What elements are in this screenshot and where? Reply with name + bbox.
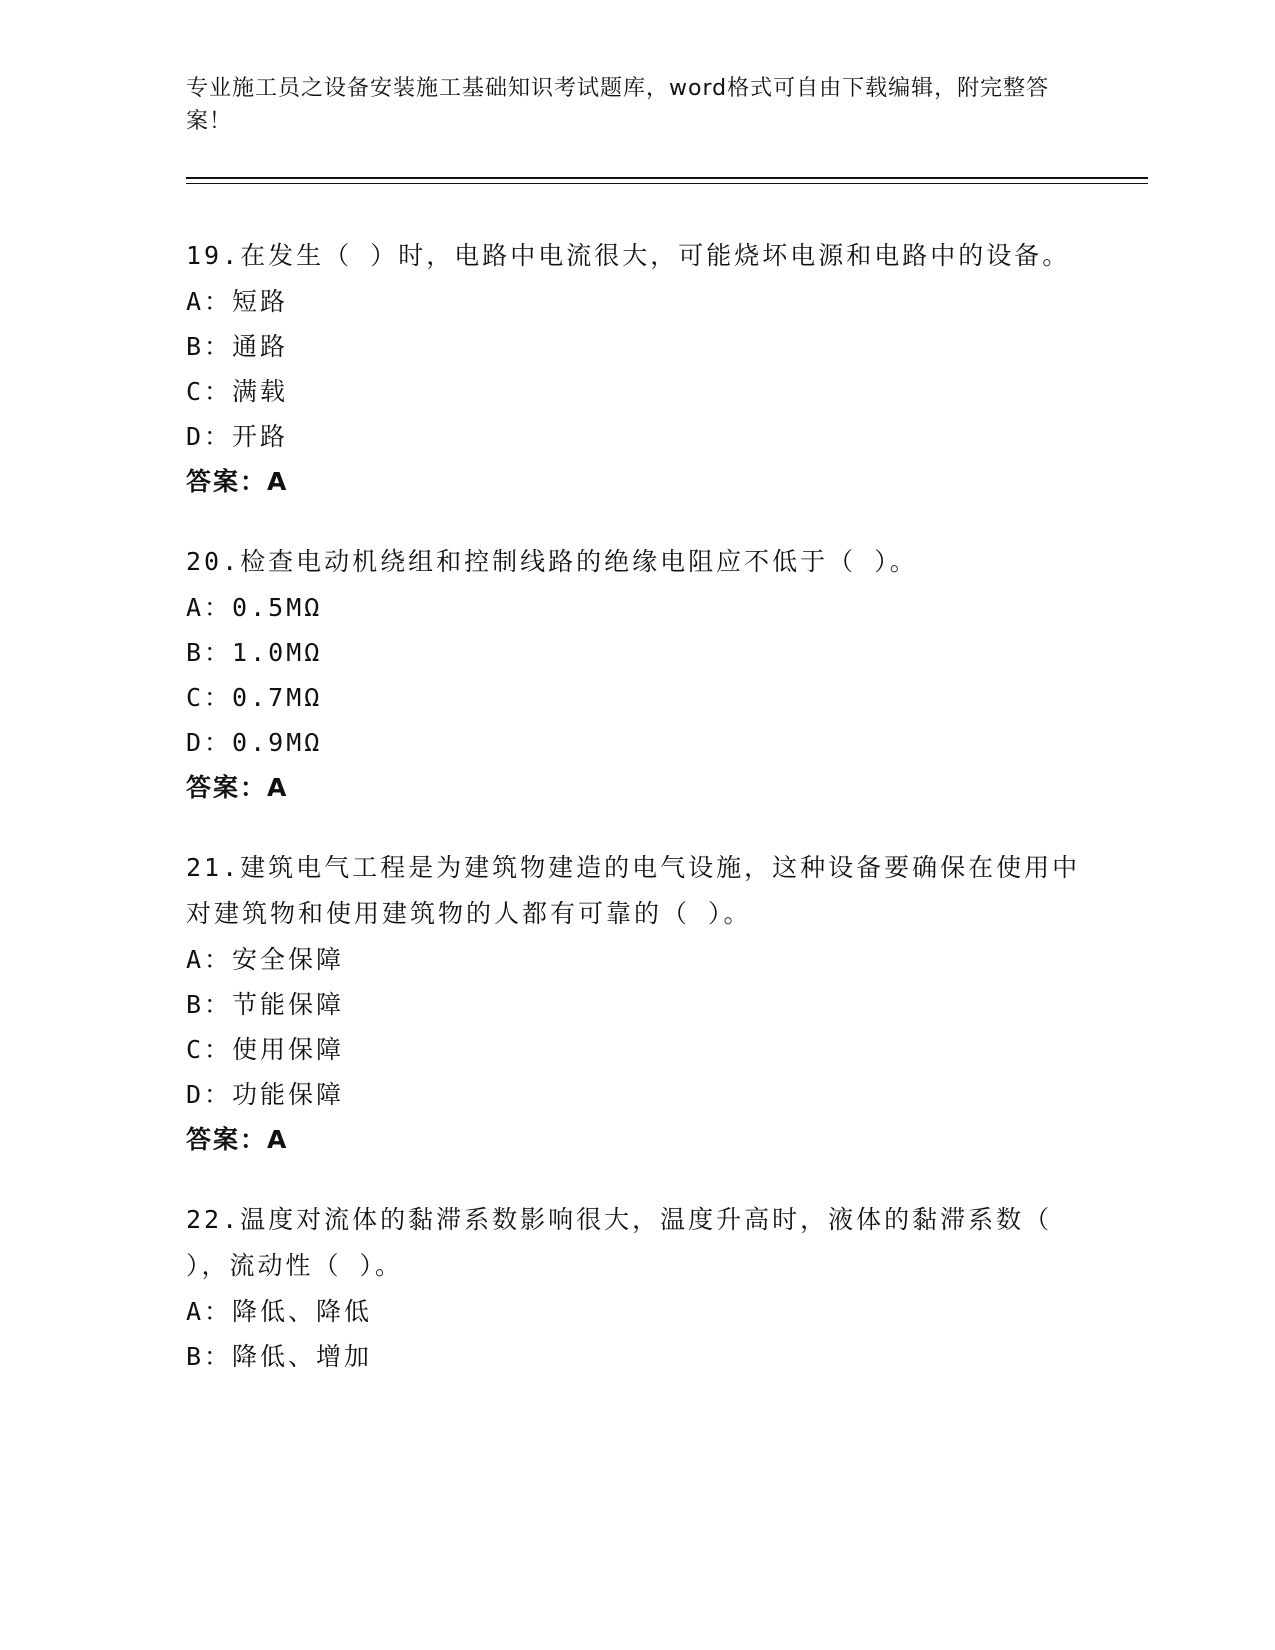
question-22 (186, 1197, 1086, 1379)
header-divider-thin (186, 183, 1148, 184)
option-b: B：通路 (186, 332, 289, 361)
question-list (186, 233, 1086, 1413)
document-header (186, 72, 1066, 138)
answer-label: 答案：A (186, 773, 289, 802)
question-21 (186, 845, 1086, 1163)
option-d: D：开路 (186, 422, 289, 451)
option-d: D：0.9MΩ (186, 728, 323, 757)
option-a: A：降低、降低 (186, 1297, 373, 1326)
question-text: 20.检查电动机绕组和控制线路的绝缘电阻应不低于（ ）。 (186, 547, 918, 576)
question-text: 19.在发生（ ）时，电路中电流很大，可能烧坏电源和电路中的设备。 (186, 241, 1071, 270)
answer-label: 答案：A (186, 467, 289, 496)
option-a: A：0.5MΩ (186, 593, 323, 622)
option-c: C：使用保障 (186, 1035, 345, 1064)
option-c: C：满载 (186, 377, 289, 406)
option-b: B：降低、增加 (186, 1342, 373, 1371)
header-divider-thick (186, 177, 1148, 179)
option-b: B：节能保障 (186, 990, 345, 1019)
question-text: 22.温度对流体的黏滞系数影响很大，温度升高时，液体的黏滞系数（ ），流动性（ ）。 (186, 1205, 1053, 1280)
question-20 (186, 539, 1086, 811)
option-b: B：1.0MΩ (186, 638, 323, 667)
option-a: A：短路 (186, 287, 289, 316)
option-c: C：0.7MΩ (186, 683, 323, 712)
question-19 (186, 233, 1086, 505)
question-text: 21.建筑电气工程是为建筑物建造的电气设施，这种设备要确保在使用中对建筑物和使用建筑物的人都有可靠的（ ）。 (186, 853, 1081, 928)
header-text: 专业施工员之设备安装施工基础知识考试题库，word格式可自由下载编辑，附完整答案！ (186, 76, 1050, 134)
answer-label: 答案：A (186, 1125, 289, 1154)
option-d: D：功能保障 (186, 1080, 345, 1109)
option-a: A：安全保障 (186, 945, 345, 974)
